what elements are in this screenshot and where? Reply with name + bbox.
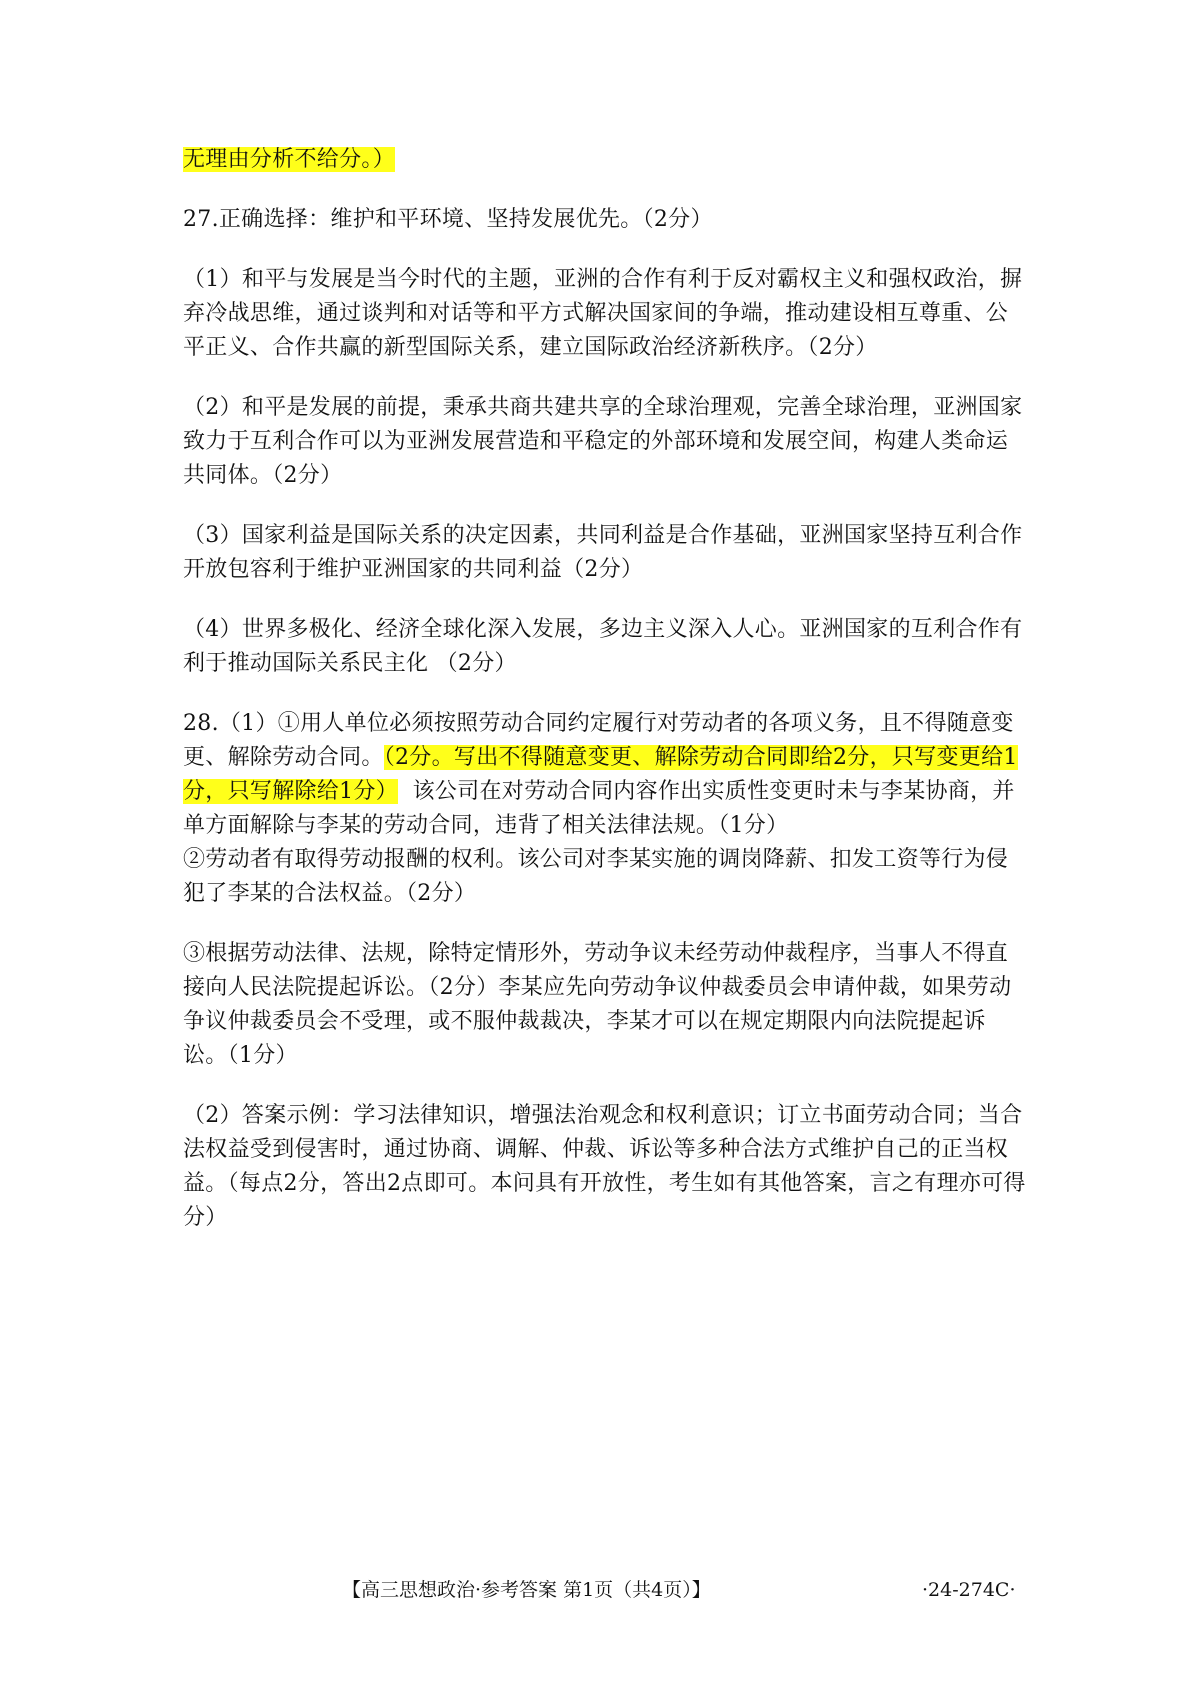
question-28-part-1-point-b: ②劳动者有取得劳动报酬的权利。该公司对李某实施的调岗降薪、扣发工资等行为侵犯了李某的合法权益。（2分） — [183, 847, 1009, 906]
highlighted-scoring-note: （2分。写出不得随意变更、解除劳动合同即给2分，只写变更给1分，只写解除给1分） — [183, 745, 1018, 804]
highlighted-text: 无理由分析不给分。） — [183, 147, 396, 172]
q28-1a-rest: 该公司在对劳动合同内容作出实质性变更时未与李某协商，并单方面解除与李某的劳动合同，违背了相关法律法规。（1分） — [183, 779, 1015, 838]
question-28-part-1-point-c: ③根据劳动法律、法规，除特定情形外，劳动争议未经劳动仲裁程序，当事人不得直接向人民法院提起诉讼。（2分）李某应先向劳动争议仲裁委员会申请仲裁，如果劳动争议仲裁委员会不受理，或不服仲裁裁决，李某才可以在规定期限内向法院提起诉讼。（1分） — [183, 941, 1012, 1068]
continuation-paragraph — [183, 143, 1028, 177]
question-27-point-3: （3）国家利益是国际关系的决定因素，共同利益是合作基础，亚洲国家坚持互利合作开放包容利于维护亚洲国家的共同利益（2分） — [183, 523, 1023, 582]
question-27-point-1: （1）和平与发展是当今时代的主题，亚洲的合作有利于反对霸权主义和强权政治，摒弃冷战思维，通过谈判和对话等和平方式解决国家间的争端，推动建设相互尊重、公平正义、合作共赢的新型国际关系，建立国际政治经济新秩序。（2分） — [183, 267, 1023, 360]
q28-1a-text: 28.（1）①用人单位必须按照劳动合同约定履行对劳动者的各项义务，且不得随意变更、解除劳动合同。 — [183, 711, 1014, 770]
question-28-part-1-point-a — [183, 707, 1028, 843]
answer-content — [183, 143, 1028, 1261]
footer-page-info: 【高三思想政治·参考答案 第1页（共4页）】 — [342, 1579, 711, 1601]
footer-code: ·24-274C· — [922, 1579, 1016, 1601]
question-28-part-2: （2）答案示例：学习法律知识，增强法治观念和权利意识；订立书面劳动合同；当合法权益受到侵害时，通过协商、调解、仲裁、诉讼等多种合法方式维护自己的正当权益。（每点2分，答出2点即可。本问具有开放性，考生如有其他答案，言之有理亦可得分） — [183, 1103, 1026, 1230]
question-27-heading: 27.正确选择：维护和平环境、坚持发展优先。（2分） — [183, 207, 713, 232]
question-27-point-4: （4）世界多极化、经济全球化深入发展，多边主义深入人心。亚洲国家的互利合作有利于推动国际关系民主化 （2分） — [183, 617, 1023, 676]
question-27-point-2: （2）和平是发展的前提，秉承共商共建共享的全球治理观，完善全球治理，亚洲国家致力于互利合作可以为亚洲发展营造和平稳定的外部环境和发展空间，构建人类命运共同体。（2分） — [183, 395, 1023, 488]
